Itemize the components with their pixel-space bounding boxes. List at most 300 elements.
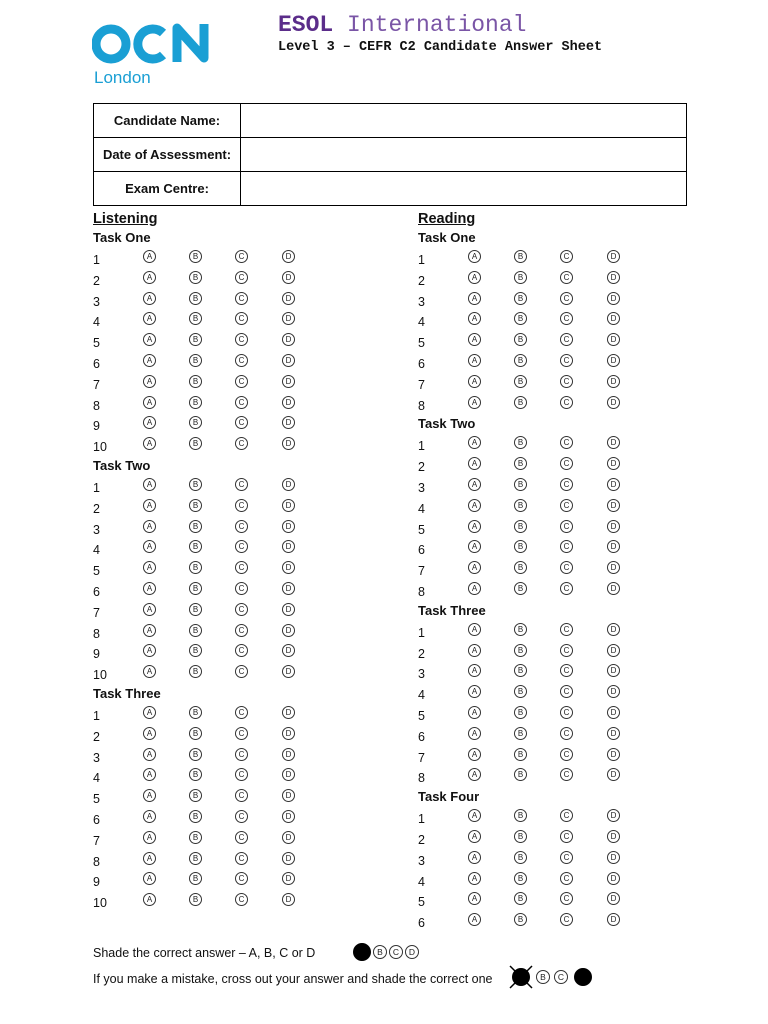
answer-bubble-c[interactable]: C [235,520,248,533]
answer-bubble-d[interactable]: D [282,603,295,616]
answer-bubble-c[interactable]: C [235,478,248,491]
answer-bubble-a[interactable]: A [468,664,481,677]
answer-bubble-c[interactable]: C [560,809,573,822]
reading-task-4-question-5 [418,892,628,913]
answer-bubble-a[interactable]: A [468,457,481,470]
listening-task-2-question-9 [93,644,303,665]
answer-bubble-b[interactable]: B [514,478,527,491]
question-number: 3 [93,294,100,309]
answer-bubble-d[interactable]: D [282,292,295,305]
answer-bubble-d[interactable]: D [607,333,620,346]
answer-bubble-c[interactable]: C [235,292,248,305]
answer-bubble-d[interactable]: D [282,644,295,657]
answer-bubble-a[interactable]: A [143,499,156,512]
answer-bubble-b[interactable]: B [514,851,527,864]
answer-bubble-b[interactable]: B [189,644,202,657]
answer-bubble-d[interactable]: D [607,561,620,574]
reading-task-1-question-2 [418,271,628,292]
answer-bubble-d[interactable]: D [607,396,620,409]
answer-bubble-b[interactable]: B [189,852,202,865]
listening-task-1-heading: Task One [93,230,151,245]
question-number: 7 [93,833,100,848]
answer-bubble-b[interactable]: B [514,664,527,677]
answer-bubble-d[interactable]: D [607,830,620,843]
question-number: 1 [418,625,425,640]
answer-bubble-d[interactable]: D [607,913,620,926]
answer-bubble-a[interactable]: A [143,312,156,325]
answer-bubble-d[interactable]: D [607,478,620,491]
answer-bubble-c[interactable]: C [235,250,248,263]
answer-bubble-d[interactable]: D [607,851,620,864]
answer-bubble-a[interactable]: A [143,333,156,346]
answer-bubble-d[interactable]: D [282,271,295,284]
answer-bubble-d[interactable]: D [607,809,620,822]
answer-bubble-a[interactable]: A [468,354,481,367]
answer-bubble-c[interactable]: C [560,623,573,636]
answer-bubble-d[interactable]: D [282,706,295,719]
answer-bubble-a[interactable]: A [468,333,481,346]
answer-bubble-d[interactable]: D [282,396,295,409]
answer-bubble-c[interactable]: C [560,830,573,843]
answer-bubble-a[interactable]: A [468,499,481,512]
answer-bubble-b[interactable]: B [514,748,527,761]
listening-task-3-question-9 [93,872,303,893]
answer-bubble-d[interactable]: D [282,561,295,574]
question-number: 8 [93,626,100,641]
answer-bubble-b[interactable]: B [189,748,202,761]
answer-bubble-a[interactable]: A [468,436,481,449]
listening-task-1-question-5 [93,333,303,354]
answer-bubble-d[interactable]: D [607,520,620,533]
answer-bubble-d[interactable]: D [282,540,295,553]
answer-bubble-b[interactable]: B [514,706,527,719]
answer-bubble-b[interactable]: B [189,478,202,491]
reading-task-3-question-2 [418,644,628,665]
question-number: 7 [418,564,425,579]
answer-bubble-b[interactable]: B [514,644,527,657]
answer-bubble-d[interactable]: D [282,831,295,844]
answer-bubble-b[interactable]: B [189,271,202,284]
reading-task-4-question-1 [418,809,628,830]
answer-bubble-c[interactable]: C [235,727,248,740]
answer-bubble-a[interactable]: A [143,520,156,533]
answer-bubble-c[interactable]: C [235,603,248,616]
answer-bubble-d[interactable]: D [282,375,295,388]
answer-bubble-a[interactable]: A [143,271,156,284]
answer-bubble-b[interactable]: B [514,892,527,905]
answer-bubble-c[interactable]: C [235,333,248,346]
question-number: 3 [418,853,425,868]
answer-bubble-c[interactable]: C [560,333,573,346]
answer-bubble-d[interactable]: D [607,540,620,553]
question-number: 1 [93,709,100,723]
answer-bubble-d[interactable]: D [282,312,295,325]
answer-bubble-d[interactable]: D [282,893,295,906]
answer-bubble-d[interactable]: D [282,665,295,678]
exam-centre-field[interactable] [241,172,687,206]
answer-bubble-d[interactable]: D [282,768,295,781]
answer-bubble-b[interactable]: B [189,768,202,781]
answer-bubble-c[interactable]: C [560,685,573,698]
answer-bubble-b[interactable]: B [514,312,527,325]
answer-bubble-b[interactable]: B [514,561,527,574]
answer-bubble-a[interactable]: A [143,603,156,616]
listening-task-3-question-8 [93,852,303,873]
answer-bubble-c[interactable]: C [235,893,248,906]
answer-bubble-d[interactable]: D [282,520,295,533]
answer-bubble-b[interactable]: B [514,292,527,305]
answer-bubble-c[interactable]: C [235,789,248,802]
answer-bubble-a[interactable]: A [468,561,481,574]
answer-bubble-a[interactable]: A [468,706,481,719]
answer-bubble-d[interactable]: D [282,872,295,885]
answer-bubble-d[interactable]: D [607,436,620,449]
question-number: 5 [418,895,425,910]
listening-task-2-question-1 [93,478,303,499]
answer-bubble-a[interactable]: A [468,727,481,740]
question-number: 5 [418,522,425,537]
answer-bubble-a[interactable]: A [468,292,481,305]
question-number: 1 [93,253,100,267]
answer-bubble-a[interactable]: A [143,540,156,553]
answer-bubble-c[interactable]: C [560,913,573,926]
question-number: 5 [93,792,100,807]
answer-bubble-d[interactable]: D [607,375,620,388]
listening-task-1-question-7 [93,375,303,396]
answer-bubble-d[interactable]: D [607,582,620,595]
answer-bubble-d[interactable]: D [607,872,620,885]
answer-bubble-c[interactable]: C [235,437,248,450]
answer-bubble-a[interactable]: A [468,478,481,491]
answer-bubble-a[interactable]: A [468,851,481,864]
answer-bubble-a[interactable]: A [143,478,156,491]
listening-task-3-question-10 [93,893,303,914]
answer-bubble-a[interactable]: A [468,375,481,388]
answer-bubble-b[interactable]: B [514,830,527,843]
answer-bubble-a[interactable]: A [468,644,481,657]
answer-bubble-b[interactable]: B [189,416,202,429]
listening-task-3-question-5 [93,789,303,810]
answer-bubble-a[interactable]: A [143,810,156,823]
answer-bubble-a[interactable]: A [468,872,481,885]
answer-bubble-c[interactable]: C [560,499,573,512]
answer-bubble-a[interactable]: A [143,727,156,740]
answer-bubble-b[interactable]: B [514,768,527,781]
answer-bubble-d[interactable]: D [607,499,620,512]
answer-bubble-d[interactable]: D [282,624,295,637]
reading-task-1-question-1 [418,250,628,271]
answer-bubble-c[interactable]: C [235,540,248,553]
answer-bubble-b[interactable]: B [514,499,527,512]
answer-bubble-c[interactable]: C [560,396,573,409]
answer-bubble-c[interactable]: C [235,644,248,657]
answer-bubble-c[interactable]: C [560,664,573,677]
answer-bubble-c[interactable]: C [560,375,573,388]
answer-bubble-a[interactable]: A [143,789,156,802]
answer-bubble-c[interactable]: C [235,271,248,284]
answer-bubble-a[interactable]: A [143,624,156,637]
answer-bubble-c[interactable]: C [560,727,573,740]
listening-task-1-question-8 [93,396,303,417]
answer-bubble-a[interactable]: A [468,271,481,284]
answer-bubble-a[interactable]: A [143,582,156,595]
answer-bubble-b[interactable]: B [189,499,202,512]
answer-bubble-b[interactable]: B [514,727,527,740]
answer-bubble-a[interactable]: A [468,396,481,409]
answer-bubble-d[interactable]: D [282,354,295,367]
question-number: 9 [93,647,100,662]
answer-bubble-a[interactable]: A [143,665,156,678]
answer-bubble-b[interactable]: B [189,789,202,802]
listening-task-3-question-6 [93,810,303,831]
instruction-mistake: If you make a mistake, cross out your answer and shade the correct one [93,972,493,986]
answer-bubble-d[interactable]: D [607,312,620,325]
question-number: 2 [93,729,100,744]
answer-bubble-b[interactable]: B [189,396,202,409]
answer-bubble-c[interactable]: C [235,748,248,761]
answer-bubble-c[interactable]: C [560,582,573,595]
answer-bubble-b[interactable]: B [189,292,202,305]
question-number: 3 [93,750,100,765]
answer-bubble-d[interactable]: D [607,727,620,740]
reading-task-3-question-5 [418,706,628,727]
answer-bubble-c[interactable]: C [560,561,573,574]
answer-bubble-b[interactable]: B [189,831,202,844]
answer-bubble-a[interactable]: A [468,250,481,263]
answer-bubble-c[interactable]: C [235,499,248,512]
answer-bubble-c[interactable]: C [235,810,248,823]
question-number: 5 [418,336,425,351]
answer-bubble-c[interactable]: C [560,478,573,491]
answer-bubble-a[interactable]: A [143,748,156,761]
answer-bubble-a[interactable]: A [143,872,156,885]
answer-bubble-c[interactable]: C [560,872,573,885]
answer-bubble-c[interactable]: C [235,706,248,719]
reading-task-4-question-6 [418,913,628,934]
listening-task-2-question-6 [93,582,303,603]
answer-bubble-a[interactable]: A [143,768,156,781]
answer-bubble-b[interactable]: B [189,354,202,367]
answer-bubble-c[interactable]: C [235,665,248,678]
answer-bubble-d[interactable]: D [607,292,620,305]
reading-task-3-question-1 [418,623,628,644]
answer-bubble-b[interactable]: B [189,624,202,637]
answer-bubble-c[interactable]: C [560,748,573,761]
answer-bubble-a[interactable]: A [468,913,481,926]
answer-bubble-c[interactable]: C [560,354,573,367]
answer-bubble-d[interactable]: D [282,727,295,740]
answer-bubble-d[interactable]: D [607,706,620,719]
answer-bubble-a[interactable]: A [468,768,481,781]
answer-bubble-a[interactable]: A [143,354,156,367]
answer-bubble-b[interactable]: B [189,520,202,533]
answer-bubble-d[interactable]: D [607,623,620,636]
answer-bubble-a[interactable]: A [468,830,481,843]
reading-task-1-question-8 [418,396,628,417]
answer-bubble-c[interactable]: C [560,457,573,470]
answer-bubble-b[interactable]: B [514,809,527,822]
answer-bubble-c[interactable]: C [560,540,573,553]
answer-bubble-a[interactable]: A [468,312,481,325]
answer-bubble-c[interactable]: C [560,520,573,533]
answer-bubble-c[interactable]: C [560,706,573,719]
answer-bubble-d[interactable]: D [282,478,295,491]
answer-bubble-c[interactable]: C [235,561,248,574]
answer-bubble-c[interactable]: C [560,851,573,864]
answer-bubble-c[interactable]: C [235,375,248,388]
answer-bubble-a[interactable]: A [143,561,156,574]
answer-bubble-d[interactable]: D [607,685,620,698]
answer-bubble-d[interactable]: D [282,416,295,429]
answer-bubble-c[interactable]: C [235,396,248,409]
answer-bubble-b[interactable]: B [514,623,527,636]
reading-task-1-question-7 [418,375,628,396]
answer-bubble-d[interactable]: D [282,748,295,761]
answer-bubble-a[interactable]: A [143,396,156,409]
answer-bubble-a[interactable]: A [143,706,156,719]
question-number: 5 [93,564,100,579]
answer-bubble-d[interactable]: D [282,499,295,512]
answer-bubble-c[interactable]: C [560,892,573,905]
answer-bubble-b[interactable]: B [189,582,202,595]
question-number: 1 [418,439,425,454]
answer-bubble-b[interactable]: B [514,271,527,284]
question-number: 3 [418,667,425,682]
answer-bubble-a[interactable]: A [468,582,481,595]
answer-bubble-b[interactable]: B [514,582,527,595]
answer-bubble-d[interactable]: D [282,789,295,802]
answer-bubble-b[interactable]: B [189,810,202,823]
answer-bubble-a[interactable]: A [468,892,481,905]
answer-bubble-a[interactable]: A [143,250,156,263]
answer-bubble-b[interactable]: B [189,312,202,325]
answer-bubble-b[interactable]: B [189,333,202,346]
answer-bubble-d[interactable]: D [607,892,620,905]
answer-bubble-b[interactable]: B [514,913,527,926]
answer-bubble-d[interactable]: D [282,437,295,450]
answer-bubble-c[interactable]: C [235,768,248,781]
answer-bubble-b[interactable]: B [189,250,202,263]
answer-bubble-c[interactable]: C [560,312,573,325]
question-number: 7 [93,605,100,620]
question-number: 10 [93,668,107,683]
answer-bubble-d[interactable]: D [607,644,620,657]
answer-bubble-b[interactable]: B [514,354,527,367]
details-row-centre [94,172,687,206]
answer-bubble-c[interactable]: C [560,271,573,284]
answer-bubble-b[interactable]: B [189,706,202,719]
answer-bubble-b[interactable]: B [189,893,202,906]
answer-bubble-a[interactable]: A [143,852,156,865]
answer-bubble-d[interactable]: D [607,250,620,263]
answer-bubble-a[interactable]: A [143,644,156,657]
answer-bubble-b[interactable]: B [189,665,202,678]
answer-bubble-b[interactable]: B [514,250,527,263]
answer-bubble-b[interactable]: B [189,540,202,553]
answer-bubble-d[interactable]: D [607,664,620,677]
answer-bubble-b[interactable]: B [514,872,527,885]
listening-task-2-question-7 [93,603,303,624]
answer-bubble-a[interactable]: A [468,623,481,636]
answer-bubble-a[interactable]: A [143,375,156,388]
answer-bubble-d[interactable]: D [282,810,295,823]
question-number: 2 [418,460,425,475]
answer-bubble-a[interactable]: A [143,292,156,305]
answer-bubble-a[interactable]: A [468,540,481,553]
answer-bubble-a[interactable]: A [143,416,156,429]
answer-bubble-a[interactable]: A [468,748,481,761]
answer-bubble-a[interactable]: A [468,809,481,822]
question-number: 2 [93,501,100,516]
answer-bubble-d[interactable]: D [607,354,620,367]
answer-bubble-b[interactable]: B [189,603,202,616]
answer-bubble-b[interactable]: B [189,437,202,450]
answer-bubble-c[interactable]: C [235,582,248,595]
answer-bubble-d[interactable]: D [282,333,295,346]
answer-bubble-a[interactable]: A [143,893,156,906]
answer-bubble-b[interactable]: B [189,375,202,388]
listening-task-2-question-2 [93,499,303,520]
listening-task-1-question-4 [93,312,303,333]
answer-bubble-b[interactable]: B [514,457,527,470]
answer-bubble-c[interactable]: C [235,354,248,367]
answer-bubble-c[interactable]: C [235,872,248,885]
answer-bubble-a[interactable]: A [143,437,156,450]
answer-bubble-b[interactable]: B [514,436,527,449]
answer-bubble-d[interactable]: D [282,250,295,263]
answer-bubble-c[interactable]: C [235,831,248,844]
answer-bubble-c[interactable]: C [235,312,248,325]
answer-bubble-b[interactable]: B [514,333,527,346]
answer-bubble-d[interactable]: D [282,852,295,865]
answer-bubble-b[interactable]: B [189,561,202,574]
answer-bubble-c[interactable]: C [235,624,248,637]
reading-task-4-question-2 [418,830,628,851]
answer-bubble-c[interactable]: C [560,292,573,305]
answer-bubble-a[interactable]: A [468,520,481,533]
answer-bubble-d[interactable]: D [282,582,295,595]
answer-bubble-b[interactable]: B [514,520,527,533]
answer-bubble-c[interactable]: C [560,644,573,657]
answer-bubble-b[interactable]: B [189,872,202,885]
answer-bubble-b[interactable]: B [514,375,527,388]
answer-bubble-c[interactable]: C [560,768,573,781]
candidate-name-field[interactable] [241,104,687,138]
answer-bubble-d[interactable]: D [607,271,620,284]
question-number: 4 [418,874,425,889]
answer-bubble-a[interactable]: A [468,685,481,698]
answer-bubble-c[interactable]: C [235,416,248,429]
answer-bubble-b[interactable]: B [514,396,527,409]
question-number: 6 [418,916,425,931]
answer-bubble-a[interactable]: A [143,831,156,844]
answer-bubble-c[interactable]: C [560,250,573,263]
date-of-assessment-field[interactable] [241,138,687,172]
answer-bubble-b[interactable]: B [514,685,527,698]
answer-bubble-d[interactable]: D [607,768,620,781]
question-number: 2 [418,833,425,847]
answer-bubble-b[interactable]: B [514,540,527,553]
reading-task-1-question-5 [418,333,628,354]
answer-bubble-c[interactable]: C [560,436,573,449]
reading-task-4-heading: Task Four [418,789,480,805]
listening-task-1-question-3 [93,292,303,313]
answer-bubble-c[interactable]: C [235,852,248,865]
listening-task-3-question-1 [93,706,303,727]
answer-bubble-b[interactable]: B [189,727,202,740]
answer-bubble-d[interactable]: D [607,457,620,470]
answer-bubble-d[interactable]: D [607,748,620,761]
